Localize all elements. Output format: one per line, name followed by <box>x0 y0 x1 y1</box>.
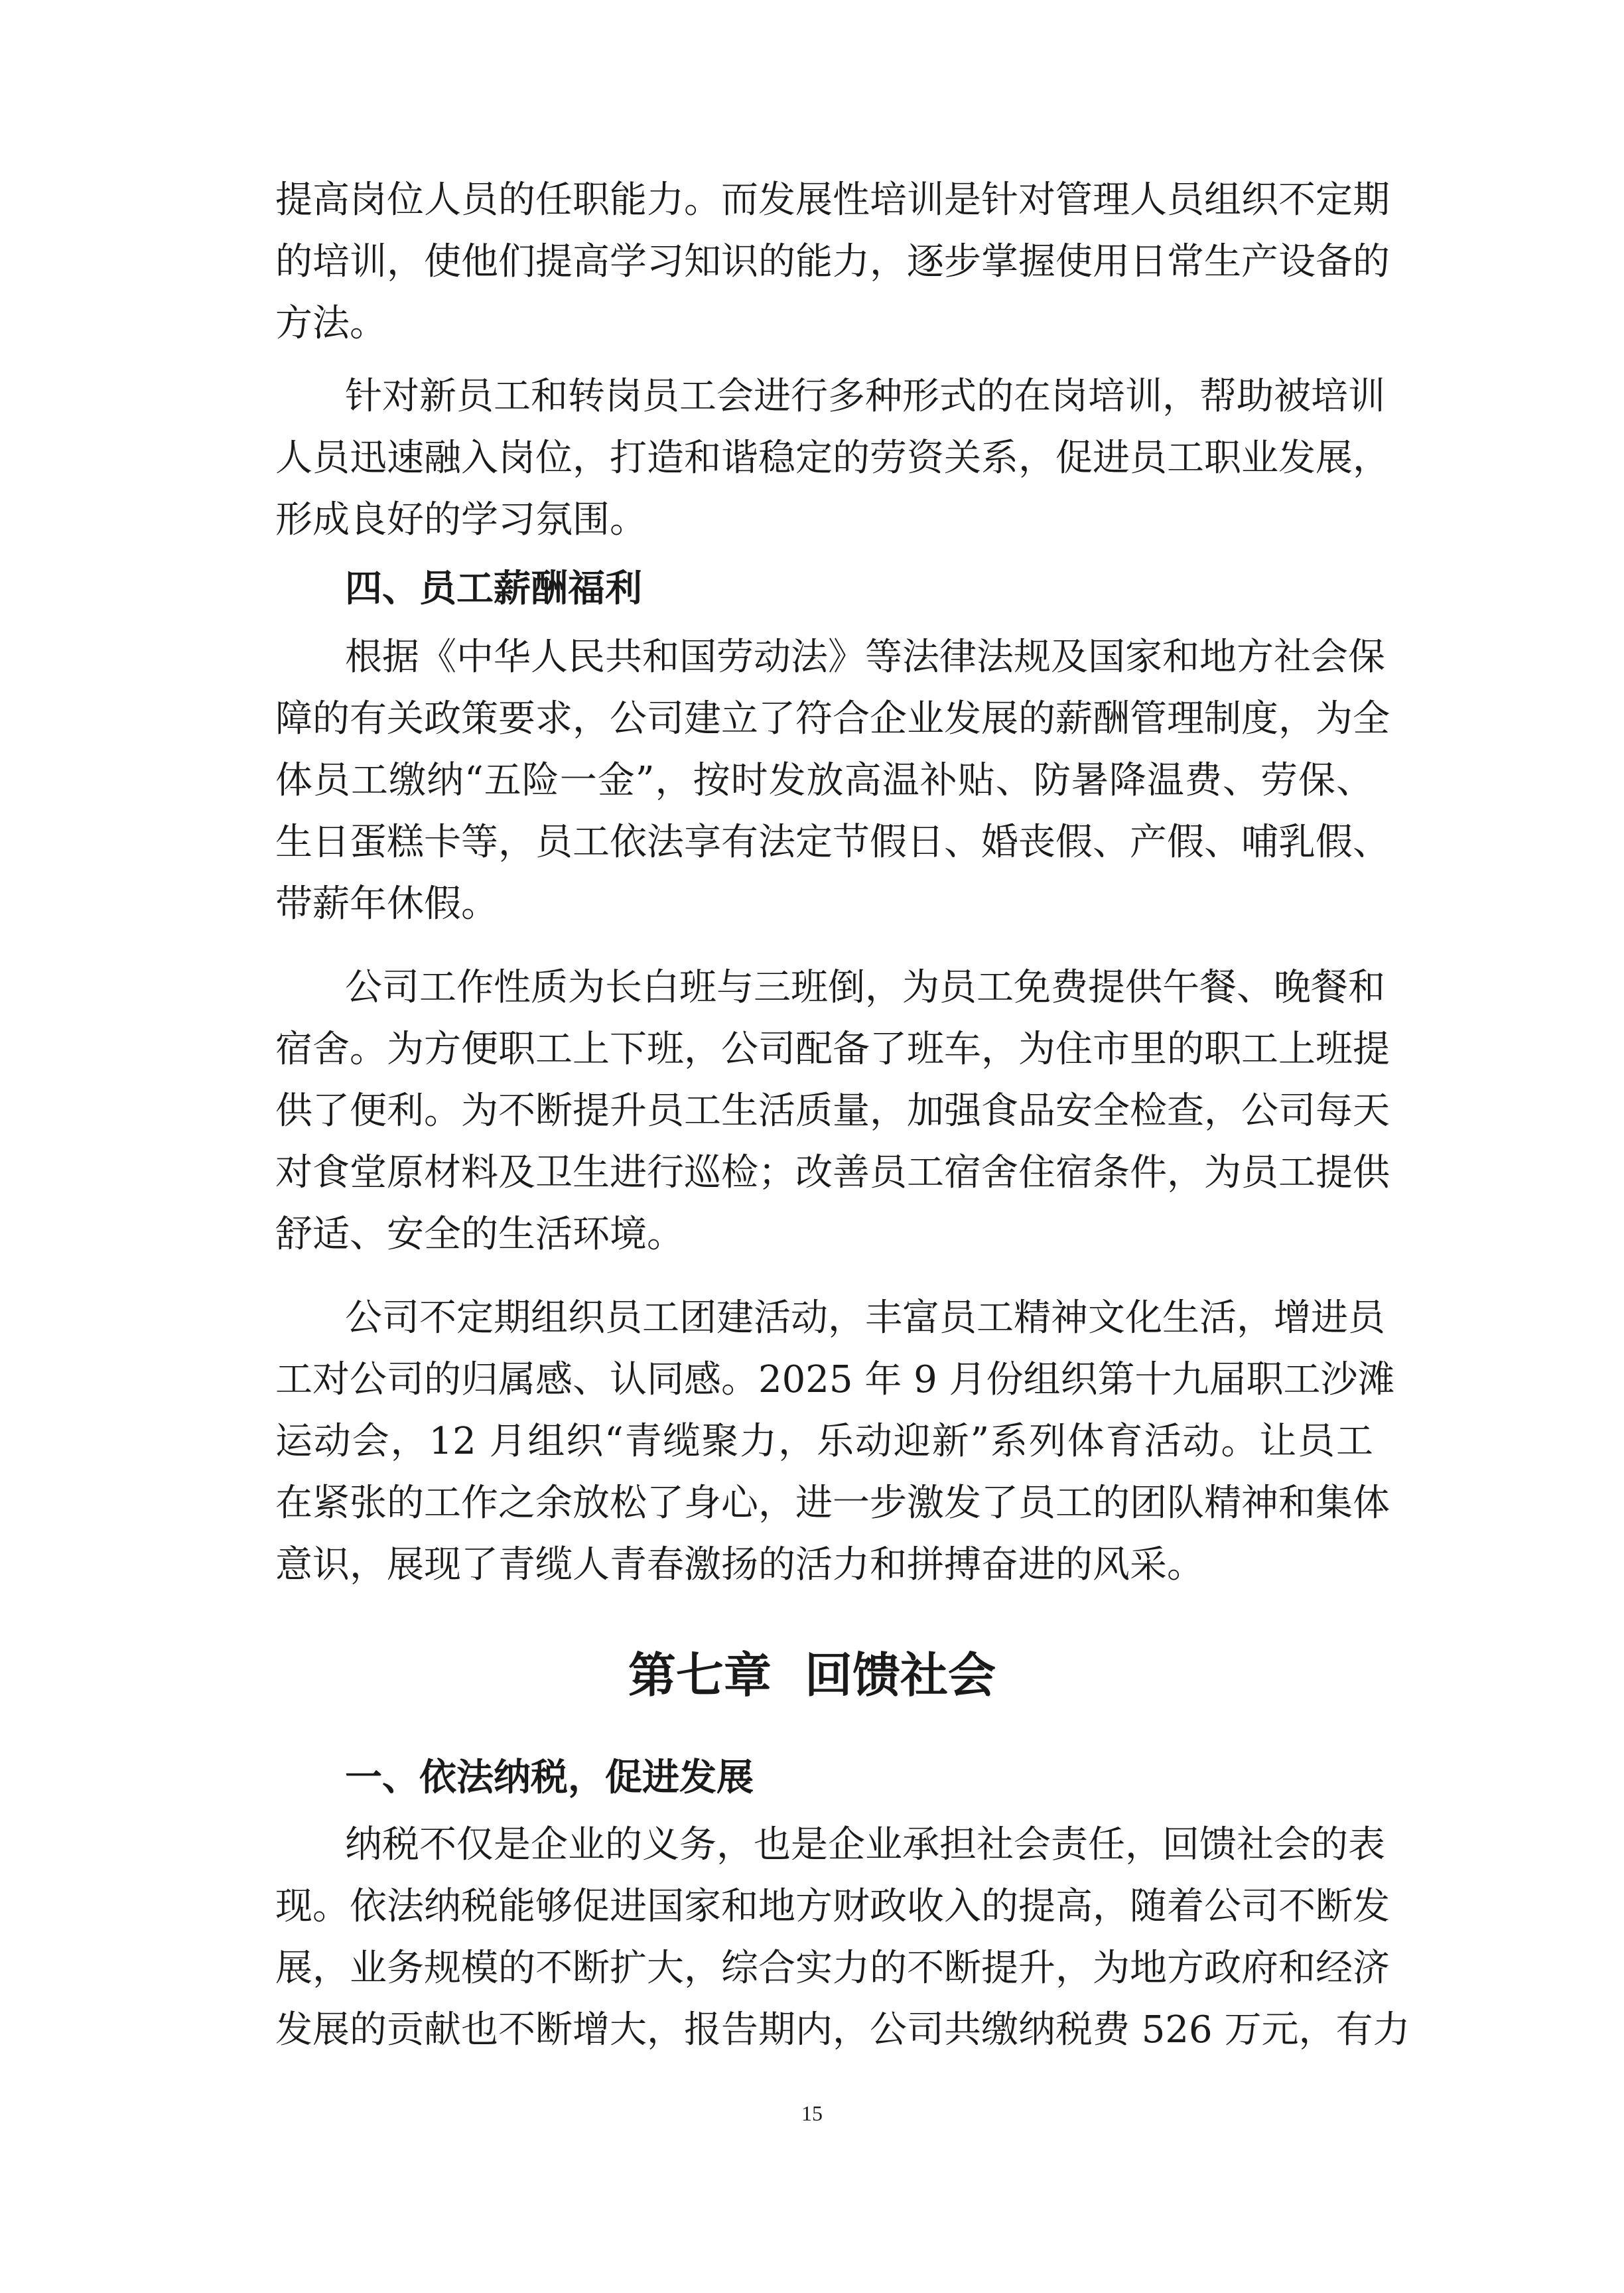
paragraph-line: 形成良好的学习氛围。 <box>275 498 647 541</box>
chapter-title: 第七章 回馈社会 <box>628 1647 996 1703</box>
paragraph-line: 现。依法纳税能够促进国家和地方财政收入的提高，随着公司不断发 <box>275 1885 1390 1928</box>
paragraph-line: 根据《中华人民共和国劳动法》等法律法规及国家和地方社会保 <box>345 636 1385 679</box>
paragraph-line: 生日蛋糕卡等，员工依法享有法定节假日、婚丧假、产假、哺乳假、 <box>275 821 1390 864</box>
paragraph-line: 针对新员工和转岗员工会进行多种形式的在岗培训，帮助被培训 <box>345 375 1385 418</box>
paragraph-line: 运动会，12 月组织“青缆聚力，乐动迎新”系列体育活动。让员工 <box>275 1420 1373 1463</box>
paragraph-line: 纳税不仅是企业的义务，也是企业承担社会责任，回馈社会的表 <box>345 1823 1385 1866</box>
paragraph-line: 公司工作性质为长白班与三班倒，为员工免费提供午餐、晚餐和 <box>345 966 1385 1009</box>
paragraph-line: 舒适、安全的生活环境。 <box>275 1213 684 1256</box>
paragraph-line: 发展的贡献也不断增大，报告期内，公司共缴纳税费 526 万元，有力 <box>275 2008 1410 2051</box>
paragraph-line: 体员工缴纳“五险一金”，按时发放高温补贴、防暑降温费、劳保、 <box>275 759 1373 802</box>
section-heading: 一、依法纳税，促进发展 <box>345 1756 754 1799</box>
page-number: 15 <box>801 2101 823 2125</box>
paragraph-line: 对食堂原材料及卫生进行巡检；改善员工宿舍住宿条件，为员工提供 <box>275 1151 1390 1194</box>
paragraph-line: 的培训，使他们提高学习知识的能力，逐步掌握使用日常生产设备的 <box>275 240 1390 283</box>
paragraph-line: 展，业务规模的不断扩大，综合实力的不断提升，为地方政府和经济 <box>275 1947 1390 1990</box>
paragraph-line: 带薪年休假。 <box>275 882 498 926</box>
paragraph-line: 人员迅速融入岗位，打造和谐稳定的劳资关系，促进员工职业发展， <box>275 437 1390 480</box>
paragraph-line: 意识，展现了青缆人青春激扬的活力和拼搏奋进的风采。 <box>275 1543 1204 1586</box>
paragraph-line: 方法。 <box>275 302 387 345</box>
paragraph-line: 宿舍。为方便职工上下班，公司配备了班车，为住市里的职工上班提 <box>275 1028 1390 1071</box>
paragraph-line: 在紧张的工作之余放松了身心，进一步激发了员工的团队精神和集体 <box>275 1482 1390 1525</box>
section-heading: 四、员工薪酬福利 <box>345 567 642 610</box>
paragraph-line: 工对公司的归属感、认同感。2025 年 9 月份组织第十九届职工沙滩 <box>275 1358 1395 1401</box>
paragraph-line: 障的有关政策要求，公司建立了符合企业发展的薪酬管理制度，为全 <box>275 697 1390 740</box>
paragraph-line: 提高岗位人员的任职能力。而发展性培训是针对管理人员组织不定期 <box>275 178 1390 222</box>
paragraph-line: 供了便利。为不断提升员工生活质量，加强食品安全检查，公司每天 <box>275 1089 1390 1133</box>
paragraph-line: 公司不定期组织员工团建活动，丰富员工精神文化生活，增进员 <box>345 1296 1385 1340</box>
